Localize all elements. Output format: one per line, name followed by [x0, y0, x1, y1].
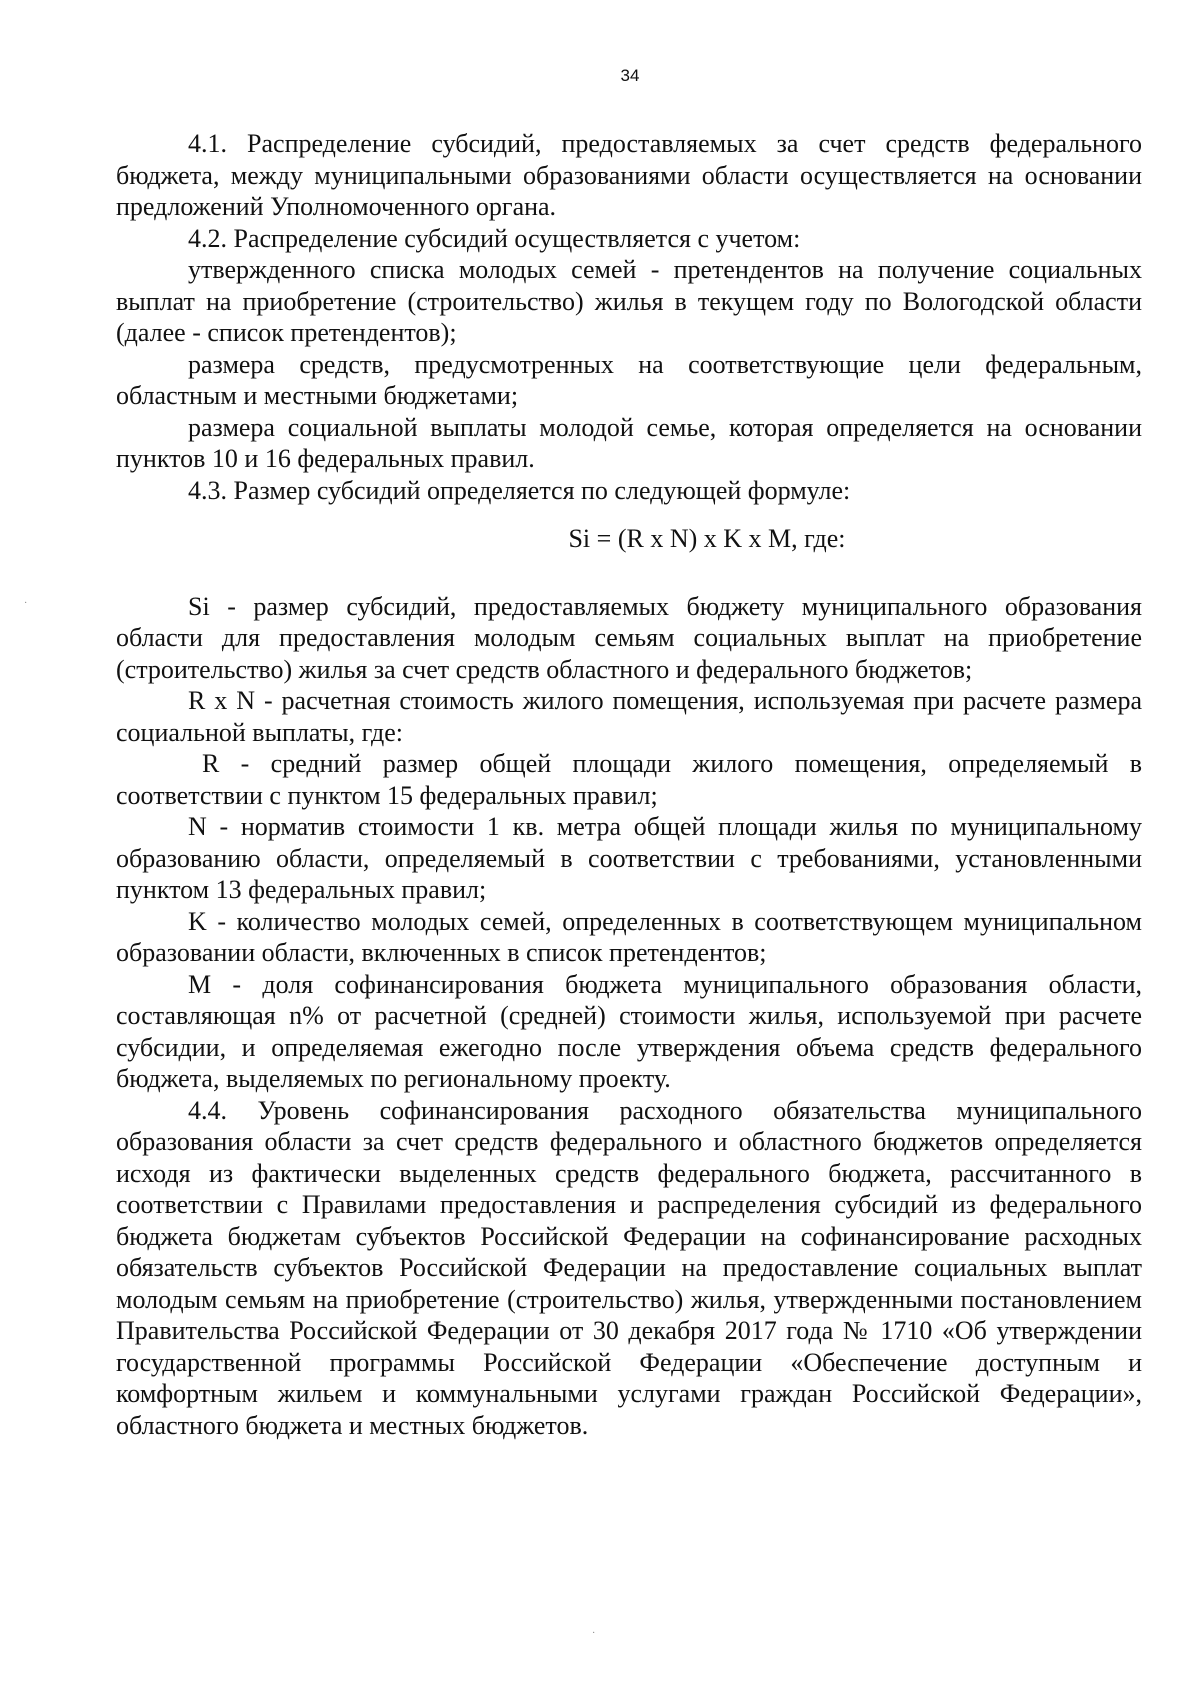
- page-body: [116, 128, 1142, 1441]
- definition-n: N - норматив стоимости 1 кв. метра общей площади жилья по муниципальному образованию области, определяемый в соответствии с требованиями, установленными пунктом 13 федеральных правил;: [116, 812, 1142, 904]
- definition-k: K - количество молодых семей, определенных в соответствующем муниципальном образовании области, включенных в список претендентов;: [116, 906, 1142, 967]
- definition-r: R - средний размер общей площади жилого помещения, определяемый в соответствии с пунктом 15 федеральных правил;: [116, 749, 1142, 810]
- paragraph-4-2: 4.2. Распределение субсидий осуществляется с учетом:: [188, 223, 801, 253]
- scan-artifact: ·: [24, 598, 28, 609]
- list-item-payment-size: размера социальной выплаты молодой семье, которая определяется на основании пунктов 10 и 16 федеральных правил.: [116, 412, 1142, 473]
- paragraph-4-4: 4.4. Уровень софинансирования расходного обязательства муниципального образования области за счет средств федерального и областного бюджетов определяется исходя из фактически выделенных средств федерального бюджета, рассчитанного в соответствии с Правилами предоставления и распределения субсидий из федерального бюджета бюджетам субъектов Российской Федерации на софинансирование расходных обязательств субъектов Российской Федерации на предоставление социальных выплат молодым семьям на приобретение (строительство) жилья, утвержденными постановлением Правительства Российской Федерации от 30 декабря 2017 года № 1710 «Об утверждении государственной программы Российской Федерации «Обеспечение доступным и комфортным жильем и коммунальными услугами граждан Российской Федерации», областного бюджета и местных бюджетов.: [116, 1095, 1142, 1440]
- list-item-approved-list: утвержденного списка молодых семей - претендентов на получение социальных выплат на приобретение (строительство) жилья в текущем году по Вологодской области (далее - список претендентов);: [116, 255, 1142, 347]
- list-item-funds-size: размера средств, предусмотренных на соответствующие цели федеральным, областным и местными бюджетами;: [116, 349, 1142, 410]
- definition-r-x-n: R x N - расчетная стоимость жилого помещения, используемая при расчете размера социальной выплаты, где:: [116, 686, 1142, 747]
- paragraph-4-1: 4.1. Распределение субсидий, предоставляемых за счет средств федерального бюджета, между муниципальными образованиями области осуществляется на основании предложений Уполномоченного органа.: [116, 129, 1142, 221]
- subsidy-formula: Si = (R x N) x K x M, где:: [568, 524, 846, 553]
- definition-m: M - доля софинансирования бюджета муниципального образования области, составляющая n% от расчетной (средней) стоимости жилья, используемой при расчете субсидии, и определяемая ежегодно после утверждения объема средств федерального бюджета, выделяемых по региональному проекту.: [116, 969, 1142, 1093]
- scan-artifact: ·: [592, 1628, 596, 1639]
- paragraph-4-3: 4.3. Размер субсидий определяется по следующей формуле:: [188, 475, 851, 505]
- page-number: 34: [620, 66, 640, 85]
- definition-si: Si - размер субсидий, предоставляемых бюджету муниципального образования области для предоставления молодым семьям социальных выплат на приобретение (строительство) жилья за счет средств областного и федерального бюджетов;: [116, 591, 1142, 684]
